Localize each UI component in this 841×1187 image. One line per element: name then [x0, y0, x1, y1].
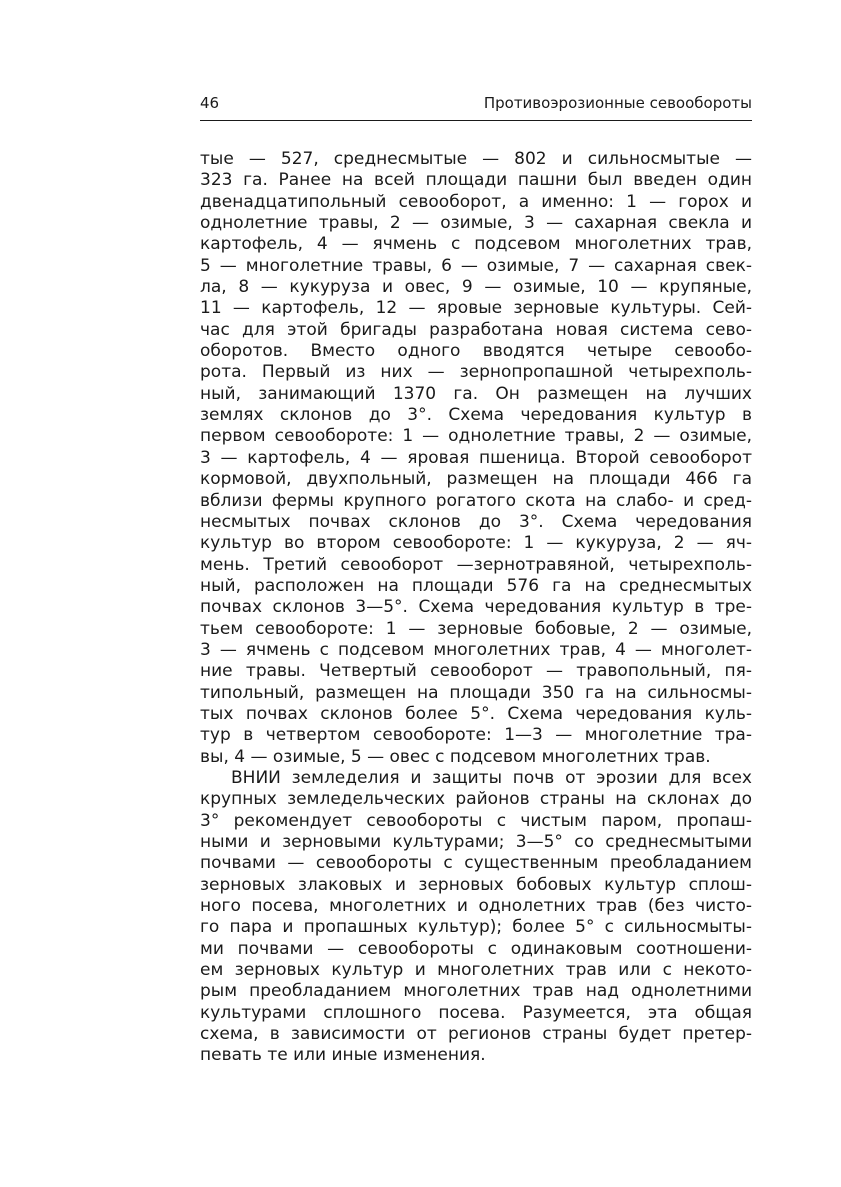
paragraph-2 — [200, 768, 752, 1067]
text-line: первом севообороте: 1 — однолетние травы, 2 — озимые, — [200, 426, 752, 447]
text-line: тые — 527, среднесмытые — 802 и сильносмытые — — [200, 149, 752, 169]
text-line: схема, в зависимости от регионов страны будет претер- — [200, 1024, 752, 1045]
text-line: двенадцатипольный севооборот, а именно: 1 — горох и — [200, 191, 752, 212]
text-line: ный, занимающий 1370 га. Он размещен на лучших — [200, 383, 752, 404]
text-line: тьем севообороте: 1 — зерновые бобовые, 2 — озимые, — [200, 618, 752, 639]
text-line: тых почвах склонов более 5°. Схема чередования куль- — [200, 703, 752, 724]
text-line: час для этой бригады разработана новая система сево- — [200, 319, 752, 340]
text-line: 3° рекомендует севообороты с чистым паром, пропаш- — [200, 810, 752, 831]
text-line: ние травы. Четвертый севооборот — травопольный, пя- — [200, 661, 752, 682]
text-line: почвах склонов 3—5°. Схема чередования культур в тре- — [200, 597, 752, 618]
text-line: однолетние травы, 2 — озимые, 3 — сахарная свекла и — [200, 213, 752, 234]
text-line: картофель, 4 — ячмень с подсевом многолетних трав, — [200, 234, 752, 255]
text-line: оборотов. Вместо одного вводятся четыре севообо- — [200, 341, 752, 362]
running-head — [200, 90, 752, 116]
text-line: кормовой, двухпольный, размещен на площади 466 га — [200, 469, 752, 490]
body-text — [200, 149, 752, 1067]
text-line: зерновых злаковых и зерновых бобовых культур сплош- — [200, 874, 752, 895]
paragraph-1 — [200, 149, 752, 768]
text-line: тур в четвертом севообороте: 1—3 — многолетние тра- — [200, 725, 752, 746]
text-line: мень. Третий севооборот —зернотравяной, четырехполь- — [200, 554, 752, 575]
running-title: Противоэрозионные севообороты — [483, 94, 752, 112]
text-line: ными и зерновыми культурами; 3—5° со среднесмытыми — [200, 832, 752, 852]
text-line: типольный, размещен на площади 350 га на сильносмы- — [200, 682, 752, 703]
text-line: ем зерновых культур и многолетних трав или с некото- — [200, 960, 752, 981]
text-line: ВНИИ земледелия и защиты почв от эрозии для всех — [231, 767, 752, 788]
text-line: рота. Первый из них — зернопропашной четырехполь- — [200, 362, 752, 383]
text-line: ный, расположен на площади 576 га на среднесмытых — [200, 575, 752, 596]
text-line: го пара и пропашных культур); более 5° с сильносмыты- — [200, 917, 752, 938]
text-line: 323 га. Ранее на всей площади пашни был введен один — [200, 170, 752, 191]
text-line: вблизи фермы крупного рогатого скота на слабо- и сред- — [200, 490, 752, 511]
text-line: вы, 4 — озимые, 5 — овес с подсевом многолетних трав. — [200, 746, 711, 767]
text-line: 3 — картофель, 4 — яровая пшеница. Второй севооборот — [200, 447, 752, 468]
text-line: ного посева, многолетних и однолетних трав (без чисто- — [200, 896, 752, 917]
text-line: почвами — севообороты с существенным преобладанием — [200, 853, 752, 874]
page-number: 46 — [200, 94, 220, 112]
text-line: землях склонов до 3°. Схема чередования культур в — [200, 405, 752, 426]
text-line: 11 — картофель, 12 — яровые зерновые культуры. Сей- — [200, 298, 752, 319]
text-line: певать те или иные изменения. — [200, 1045, 486, 1066]
text-line: 3 — ячмень с подсевом многолетних трав, 4 — многолет- — [200, 639, 752, 660]
text-line: крупных земледельческих районов страны на склонах до — [200, 789, 752, 810]
header-rule — [200, 120, 752, 121]
text-line: культур во втором севообороте: 1 — кукуруза, 2 — яч- — [200, 533, 752, 554]
text-line: рым преобладанием многолетних трав над однолетними — [200, 981, 752, 1002]
text-line: 5 — многолетние травы, 6 — озимые, 7 — сахарная свек- — [200, 255, 752, 276]
text-line: ми почвами — севообороты с одинаковым соотношени- — [200, 938, 752, 959]
text-line: несмытых почвах склонов до 3°. Схема чередования — [200, 511, 752, 532]
text-line: культурами сплошного посева. Разумеется, эта общая — [200, 1002, 752, 1023]
text-line: ла, 8 — кукуруза и овес, 9 — озимые, 10 — крупяные, — [200, 277, 752, 298]
